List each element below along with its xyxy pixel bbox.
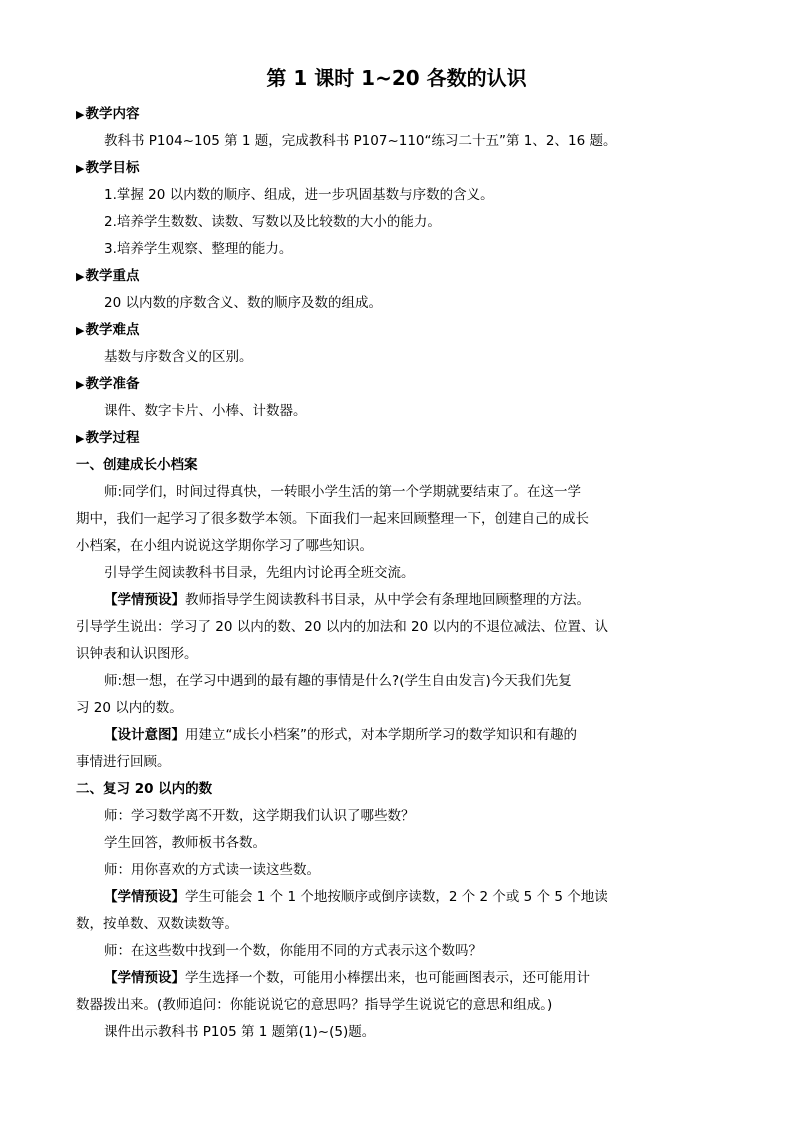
paragraph-line: 数器拨出来。(教师追问：你能说说它的意思吗？指导学生说说它的意思和组成。): [76, 997, 553, 1013]
paragraph-line: 【学情预设】学生选择一个数，可能用小棒摆出来，也可能画图表示，还可能用计: [104, 970, 590, 986]
paragraph-line: 学生回答，教师板书各数。: [104, 835, 266, 851]
triangle-icon: ▶: [76, 108, 85, 121]
goal-item: 2.培养学生数数、读数、写数以及比较数的大小的能力。: [104, 214, 441, 230]
paragraph-line: 课件出示教科书 P105 第 1 题第(1)~(5)题。: [104, 1024, 376, 1040]
paragraph-line: 期中，我们一起学习了很多数学本领。下面我们一起来回顾整理一下，创建自己的成长: [76, 511, 589, 527]
paragraph-line: 师：在这些数中找到一个数，你能用不同的方式表示这个数吗？: [104, 943, 482, 959]
difficulty-text: 基数与序数含义的区别。: [104, 349, 253, 365]
paragraph-line: 识钟表和认识图形。: [76, 646, 198, 662]
paragraph-line: 师:想一想，在学习中遇到的最有趣的事情是什么?(学生自由发言)今天我们先复: [104, 673, 572, 689]
tag-label: 【学情预设】: [104, 889, 185, 905]
section-heading-content: ▶教学内容: [76, 106, 140, 122]
content-text: 教科书 P104~105 第 1 题，完成教科书 P107~110“练习二十五”第 1、2、16 题。: [104, 133, 617, 149]
goal-item: 3.培养学生观察、整理的能力。: [104, 241, 293, 257]
tag-label: 【设计意图】: [104, 727, 185, 743]
paragraph-line: 事情进行回顾。: [76, 754, 171, 770]
triangle-icon: ▶: [76, 378, 85, 391]
paragraph-line: 小档案，在小组内说说这学期你学习了哪些知识。: [76, 538, 373, 554]
paragraph-line: 师：用你喜欢的方式读一读这些数。: [104, 862, 320, 878]
key-text: 20 以内数的序数含义、数的顺序及数的组成。: [104, 295, 382, 311]
paragraph-line: 师：学习数学离不开数，这学期我们认识了哪些数？: [104, 808, 415, 824]
prep-text: 课件、数字卡片、小棒、计数器。: [104, 403, 307, 419]
page-title: 第 1 课时 1~20 各数的认识: [266, 66, 527, 90]
paragraph-line: 【学情预设】教师指导学生阅读教科书目录，从中学会有条理地回顾整理的方法。: [104, 592, 590, 608]
paragraph-line: 数，按单数、双数读数等。: [76, 916, 238, 932]
triangle-icon: ▶: [76, 270, 85, 283]
paragraph-line: 引导学生阅读教科书目录，先组内讨论再全班交流。: [104, 565, 415, 581]
paragraph-line: 【设计意图】用建立“成长小档案”的形式，对本学期所学习的数学知识和有趣的: [104, 727, 577, 743]
section-heading-goals: ▶教学目标: [76, 160, 140, 176]
section-heading-key: ▶教学重点: [76, 268, 140, 284]
paragraph-line: 师:同学们，时间过得真快，一转眼小学生活的第一个学期就要结束了。在这一学: [104, 484, 582, 500]
document-body: [76, 101, 716, 1046]
part1-heading: 一、创建成长小档案: [76, 457, 198, 473]
part2-heading: 二、复习 20 以内的数: [76, 781, 213, 797]
section-heading-prep: ▶教学准备: [76, 376, 140, 392]
tag-label: 【学情预设】: [104, 592, 185, 608]
triangle-icon: ▶: [76, 324, 85, 337]
triangle-icon: ▶: [76, 162, 85, 175]
paragraph-line: 引导学生说出：学习了 20 以内的数、20 以内的加法和 20 以内的不退位减法、位置、认: [76, 619, 608, 635]
section-heading-difficulty: ▶教学难点: [76, 322, 140, 338]
paragraph-line: 习 20 以内的数。: [76, 700, 183, 716]
paragraph-line: 【学情预设】学生可能会 1 个 1 个地按顺序或倒序读数，2 个 2 个或 5 个 5 个地读: [104, 889, 608, 905]
section-heading-process: ▶教学过程: [76, 430, 140, 446]
goal-item: 1.掌握 20 以内数的顺序、组成，进一步巩固基数与序数的含义。: [104, 187, 494, 203]
triangle-icon: ▶: [76, 432, 85, 445]
tag-label: 【学情预设】: [104, 970, 185, 986]
